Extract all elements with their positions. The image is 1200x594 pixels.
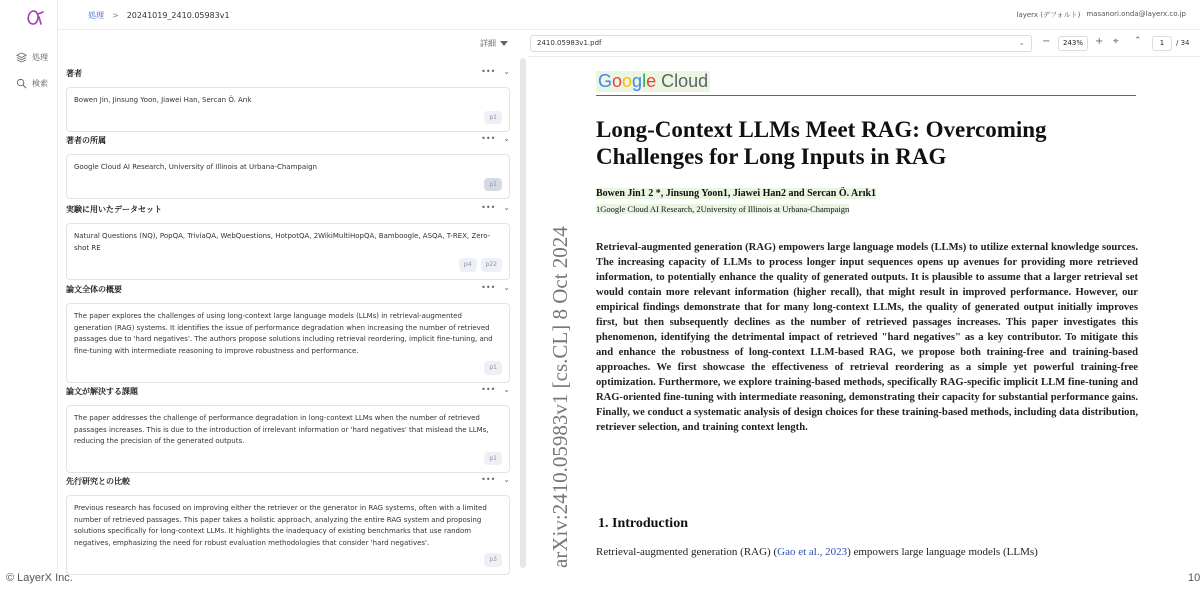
file-select[interactable] <box>530 35 1032 52</box>
section-content-box[interactable] <box>66 405 510 473</box>
chevron-down-icon[interactable]: ⌄ <box>503 385 510 394</box>
page-badge[interactable]: p4 <box>459 258 477 272</box>
section-content: Previous research has focused on improving either the retriever or the generator in RAG systems, often with a limited number of retrieved passages. This paper takes a holistic approach, analyzing the entire RAG system and proposing solutions specifically for long-context LLMs. It highlights the inadequacy of existing benchmarks that use random negatives, emphasizing the need for robust evaluation methodologies that consider 'hard negatives'. <box>74 504 487 547</box>
more-options-icon[interactable]: ••• <box>481 203 496 212</box>
chevron-down-icon[interactable]: ⌄ <box>503 203 510 212</box>
page-total: / 34 <box>1176 39 1190 47</box>
section-prior-work <box>66 476 510 575</box>
more-options-icon[interactable]: ••• <box>481 475 496 484</box>
sidebar-item-label: 検索 <box>32 79 48 88</box>
extraction-panel <box>58 30 518 570</box>
section-overview <box>66 284 510 383</box>
sidebar-item-label: 処理 <box>32 53 48 62</box>
pdf-toolbar <box>528 30 1200 57</box>
section-datasets <box>66 204 510 280</box>
more-options-icon[interactable]: ••• <box>481 283 496 292</box>
chevron-down-icon[interactable]: ⌄ <box>503 475 510 484</box>
section-problem <box>66 386 510 473</box>
fit-page-icon[interactable]: ⌖ <box>1113 36 1119 47</box>
intro-paragraph <box>596 546 1038 558</box>
section-content: The paper addresses the challenge of performance degradation in long-context LLMs when the number of retrieved passages increases. This is due to the introduction of irrelevant information or 'hard negatives' that mislead the LLMs, reducing the precision of the generated outputs. <box>74 414 489 445</box>
caret-down-icon <box>500 41 508 47</box>
page-badge[interactable]: p3 <box>484 553 502 567</box>
section-title: 著者の所属 <box>66 136 106 145</box>
search-icon <box>16 78 27 89</box>
user-email: masanori.onda@layerx.co.jp <box>1086 10 1186 18</box>
google-cloud-logo: Google Cloud <box>598 71 709 91</box>
more-options-icon[interactable]: ••• <box>481 385 496 394</box>
detail-label: 詳細 <box>480 39 496 48</box>
section-affiliations <box>66 135 510 199</box>
app-logo-icon[interactable] <box>24 8 48 28</box>
top-header <box>58 0 1200 30</box>
sidebar <box>0 0 58 570</box>
header-rule <box>596 95 1136 96</box>
paper-title <box>596 116 1047 170</box>
breadcrumb <box>88 10 230 21</box>
more-options-icon[interactable]: ••• <box>481 67 496 76</box>
section-title: 著者 <box>66 69 82 78</box>
page-badge[interactable]: p1 <box>484 178 502 192</box>
section-heading: 1. Introduction <box>598 516 688 531</box>
section-content: Bowen Jin, Jinsung Yoon, Jiawei Han, Sercan Ö. Arık <box>74 96 252 104</box>
section-content: The paper explores the challenges of using long-context large language models (LLMs) in retrieval-augmented generation (RAG) systems. It identifies the issue of performance degradation when increasing the number of retrieved passages due to 'hard negatives'. The authors propose solutions including retrieval reordering, implicit fine-tuning, and fine-tuning with intermediate reasoning to improve robustness and performance. <box>74 312 493 355</box>
section-content: Google Cloud AI Research, University of Illinois at Urbana-Champaign <box>74 163 317 171</box>
chevron-down-icon[interactable]: ⌄ <box>503 283 510 292</box>
workspace-name: layerx (デフォルト) <box>1016 11 1081 19</box>
zoom-level[interactable]: 243% <box>1058 36 1088 51</box>
paper-title-line: Challenges for Long Inputs in RAG <box>596 144 947 169</box>
section-content: Natural Questions (NQ), PopQA, TriviaQA, WebQuestions, HotpotQA, 2WikiMultiHopQA, Bamboogle, ASQA, T-REX, Zero-shot RE <box>74 232 491 252</box>
copyright: © LayerX Inc. <box>6 572 73 584</box>
section-title: 実験に用いたデータセット <box>66 205 162 214</box>
panel-scrollbar[interactable] <box>520 58 526 568</box>
section-content-box[interactable] <box>66 495 510 575</box>
paper-authors: Bowen Jin1 2 *, Jinsung Yoon1, Jiawei Han2 and Sercan Ö. Arık1 <box>596 188 877 199</box>
arxiv-stamp: arXiv:2410.05983v1 [cs.CL] 8 Oct 2024 <box>548 226 572 568</box>
process-icon <box>16 52 27 63</box>
section-content-box[interactable] <box>66 154 510 199</box>
page-badge[interactable]: p1 <box>484 361 502 375</box>
page-badge[interactable]: p1 <box>484 452 502 466</box>
paper-title-line: Long-Context LLMs Meet RAG: Overcoming <box>596 117 1047 142</box>
zoom-out-button[interactable]: − <box>1042 36 1051 47</box>
zoom-in-button[interactable]: + <box>1095 36 1104 47</box>
sidebar-item-process[interactable] <box>16 52 48 63</box>
section-title: 先行研究との比較 <box>66 477 130 486</box>
paper-affiliations: 1Google Cloud AI Research, 2University of Illinois at Urbana-Champaign <box>596 204 850 214</box>
breadcrumb-separator: > <box>112 11 119 20</box>
chevron-down-icon[interactable]: ⌄ <box>503 67 510 76</box>
section-content-box[interactable] <box>66 223 510 280</box>
user-menu[interactable] <box>1017 10 1187 20</box>
section-authors <box>66 68 510 132</box>
chevron-down-icon[interactable]: ⌄ <box>503 134 510 143</box>
paper-abstract: Retrieval-augmented generation (RAG) empowers large language models (LLMs) to utilize external knowledge sources. The increasing capacity of LLMs to process longer input sequences opens up avenues for providing more retrieved information, to potentially enhance the quality of generated outputs. It is plausible to assume that a larger retrieval set would contain more relevant information (higher recall), that might result in improved performance. However, our empirical findings demonstrate that for many long-context LLMs, the quality of generated output initially improves first, but then subsequently declines as the number of retrieved passages increases. This paper investigates this phenomenon, identifying the detrimental impact of retrieved "hard negatives" as a key contributor. To mitigate this and enhance the robustness of long-context LLM-based RAG, we propose both training-free and training-based approaches. We first showcase the effectiveness of retrieval reordering as a simple yet powerful training-free optimization. Furthermore, we explore training-based methods, specifically RAG-specific implicit LLM fine-tuning and RAG-oriented fine-tuning with intermediate reasoning, demonstrating their capacity for substantial performance gains. Finally, we conduct a systematic analysis of design choices for these training-based methods, including data distribution, retriever selection, and training context length. <box>596 242 1138 433</box>
citation-link[interactable]: Gao et al., 2023 <box>777 546 848 558</box>
intro-text: ) empowers large language models (LLMs) <box>847 546 1038 558</box>
page-badge[interactable]: p1 <box>484 111 502 125</box>
prev-page-button[interactable]: ⌃ <box>1134 36 1142 46</box>
breadcrumb-current: 20241019_2410.05983v1 <box>126 11 230 20</box>
page-number-input[interactable]: 1 <box>1152 36 1172 51</box>
sidebar-item-search[interactable] <box>16 78 48 89</box>
pdf-viewer[interactable] <box>528 58 1200 570</box>
slide-number: 10 <box>1188 572 1200 584</box>
intro-text: Retrieval-augmented generation (RAG) ( <box>596 546 778 558</box>
breadcrumb-link-process[interactable]: 処理 <box>88 11 104 20</box>
chevron-down-icon: ⌄ <box>1018 38 1025 47</box>
section-title: 論文全体の概要 <box>66 285 122 294</box>
section-title: 論文が解決する課題 <box>66 387 138 396</box>
section-content-box[interactable] <box>66 303 510 383</box>
page-badge[interactable]: p22 <box>481 258 502 272</box>
file-name: 2410.05983v1.pdf <box>537 39 602 47</box>
detail-toggle-button[interactable] <box>480 38 508 49</box>
more-options-icon[interactable]: ••• <box>481 134 496 143</box>
section-content-box[interactable] <box>66 87 510 132</box>
